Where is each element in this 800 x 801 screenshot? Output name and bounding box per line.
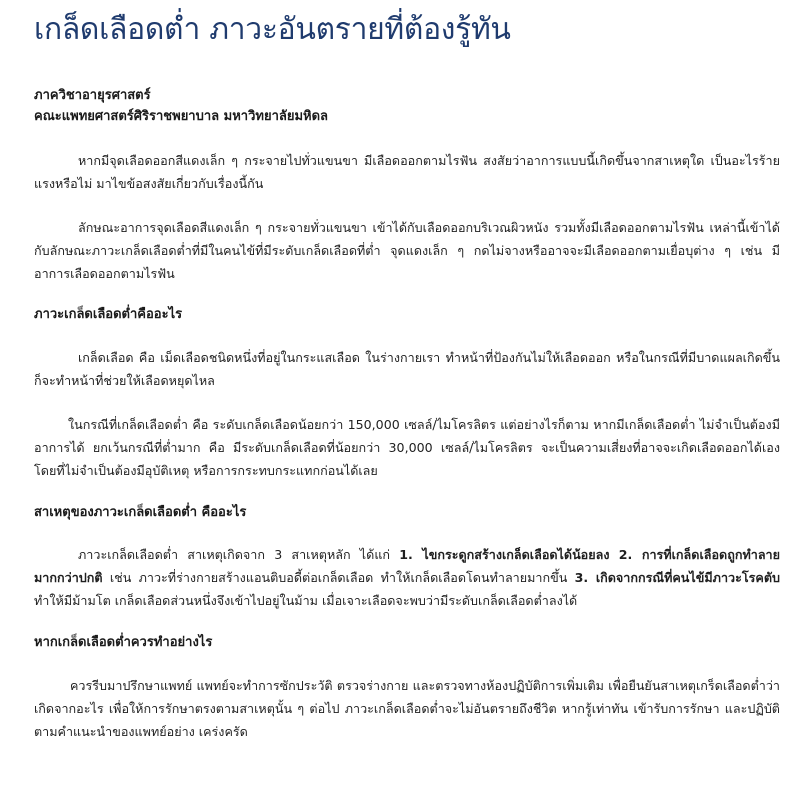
section-heading-causes: สาเหตุของภาวะเกล็ดเลือดต่ำ คืออะไร	[34, 505, 247, 520]
definition-paragraph-1: เกล็ดเลือด คือ เม็ดเลือดชนิดหนึ่งที่อยู่ในกระแสเลือด ในร่างกายเรา ทำหน้าที่ป้องกันไม่ให้เลือดออก หรือในกรณีที่มีบาดแผลเกิดขึ้น ก็จะทำหน้าที่ช่วยให้เลือดหยุดไหล	[34, 350, 780, 388]
cause-3: 3. เกิดจากกรณีที่คนไข้มีภาวะโรคตับ	[574, 570, 780, 585]
definition-paragraph-2: ในกรณีที่เกล็ดเลือดต่ำ คือ ระดับเกล็ดเลือดน้อยกว่า 150,000 เซลล์/ไมโครลิตร แต่อย่างไรก็ตาม หากมีเกล็ดเลือดต่ำ ไม่จำเป็นต้องมีอาการได้ ยกเว้นกรณีที่ต่ำมาก คือ มีระดับเกล็ดเลือดที่น้อยกว่า 30,000 เซลล์/ไมโครลิตร จะเป็นความเสี่ยงที่อาจจะเกิดเลือดออกได้เอง โดยที่ไม่จำเป็นต้องมีอุบัติเหตุ หรือการกระทบกระแทกก่อนได้เลย	[34, 417, 780, 478]
page-title: เกล็ดเลือดต่ำ ภาวะอันตรายที่ต้องรู้ทัน	[34, 12, 511, 47]
department-name: ภาควิชาอายุรศาสตร์	[34, 88, 151, 103]
intro-paragraph-2: ลักษณะอาการจุดเลือดสีแดงเล็ก ๆ กระจายทั่วแขนขา เข้าได้กับเลือดออกบริเวณผิวหนัง รวมทั้งมีเลือดออกตามไรฟัน เหล่านี้เข้าได้กับลักษณะภาวะเกล็ดเลือดต่ำที่มีในคนไข้ที่มีระดับเกล็ดเลือดที่ต่ำ จุดแดงเล็ก ๆ กดไม่จางหรืออาจจะมีเลือดออกตามเยื่อบุต่าง ๆ เช่น มีอาการเลือดออกตามไรฟัน	[34, 220, 780, 281]
cause-2-detail: เช่น ภาวะที่ร่างกายสร้างแอนติบอดี้ต่อเกล็ดเลือด ทำให้เกล็ดเลือดโดนทำลายมากขึ้น	[102, 570, 575, 585]
section-heading-treatment: หากเกล็ดเลือดต่ำควรทำอย่างไร	[34, 635, 213, 650]
section-heading-definition: ภาวะเกล็ดเลือดต่ำคืออะไร	[34, 307, 183, 322]
causes-paragraph	[34, 543, 780, 612]
cause-2: 2. การที่เกล็ดเลือดถูกทำลายมากกว่าปกติ	[34, 547, 780, 585]
faculty-name: คณะแพทยศาสตร์ศิริราชพยาบาล มหาวิทยาลัยมหิดล	[34, 109, 329, 124]
cause-1: 1. ไขกระดูกสร้างเกล็ดเลือดได้น้อยลง	[399, 547, 610, 562]
cause-3-detail: ทำให้มีม้ามโต เกล็ดเลือดส่วนหนึ่งจึงเข้าไปอยู่ในม้าม เมื่อเจาะเลือดจะพบว่ามีระดับเกล็ดเลือดต่ำลงได้	[34, 593, 578, 608]
author-affiliation	[34, 85, 780, 127]
intro-paragraph-1: หากมีจุดเลือดออกสีแดงเล็ก ๆ กระจายไปทั่วแขนขา มีเลือดออกตามไรฟัน สงสัยว่าอาการแบบนี้เกิดขึ้นจากสาเหตุใด เป็นอะไรร้ายแรงหรือไม่ มาไขข้อสงสัยเกี่ยวกับเรื่องนี้กัน	[34, 153, 780, 191]
causes-intro-text: ภาวะเกล็ดเลือดต่ำ สาเหตุเกิดจาก 3 สาเหตุหลัก ได้แก่	[78, 547, 400, 562]
cause-separator	[610, 547, 619, 562]
treatment-paragraph: ควรรีบมาปรึกษาแพทย์ แพทย์จะทำการซักประวัติ ตรวจร่างกาย และตรวจทางห้องปฏิบัติการเพิ่มเติม เพื่อยืนยันสาเหตุเกร็ดเลือดต่ำว่าเกิดจากอะไร เพื่อให้การรักษาตรงตามสาเหตุนั้น ๆ ต่อไป ภาวะเกล็ดเลือดต่ำจะไม่อันตรายถึงชีวิต หากรู้เท่าทัน เข้ารับการรักษา และปฏิบัติตามคำแนะนำของแพทย์อย่าง เคร่งครัด	[34, 678, 780, 739]
